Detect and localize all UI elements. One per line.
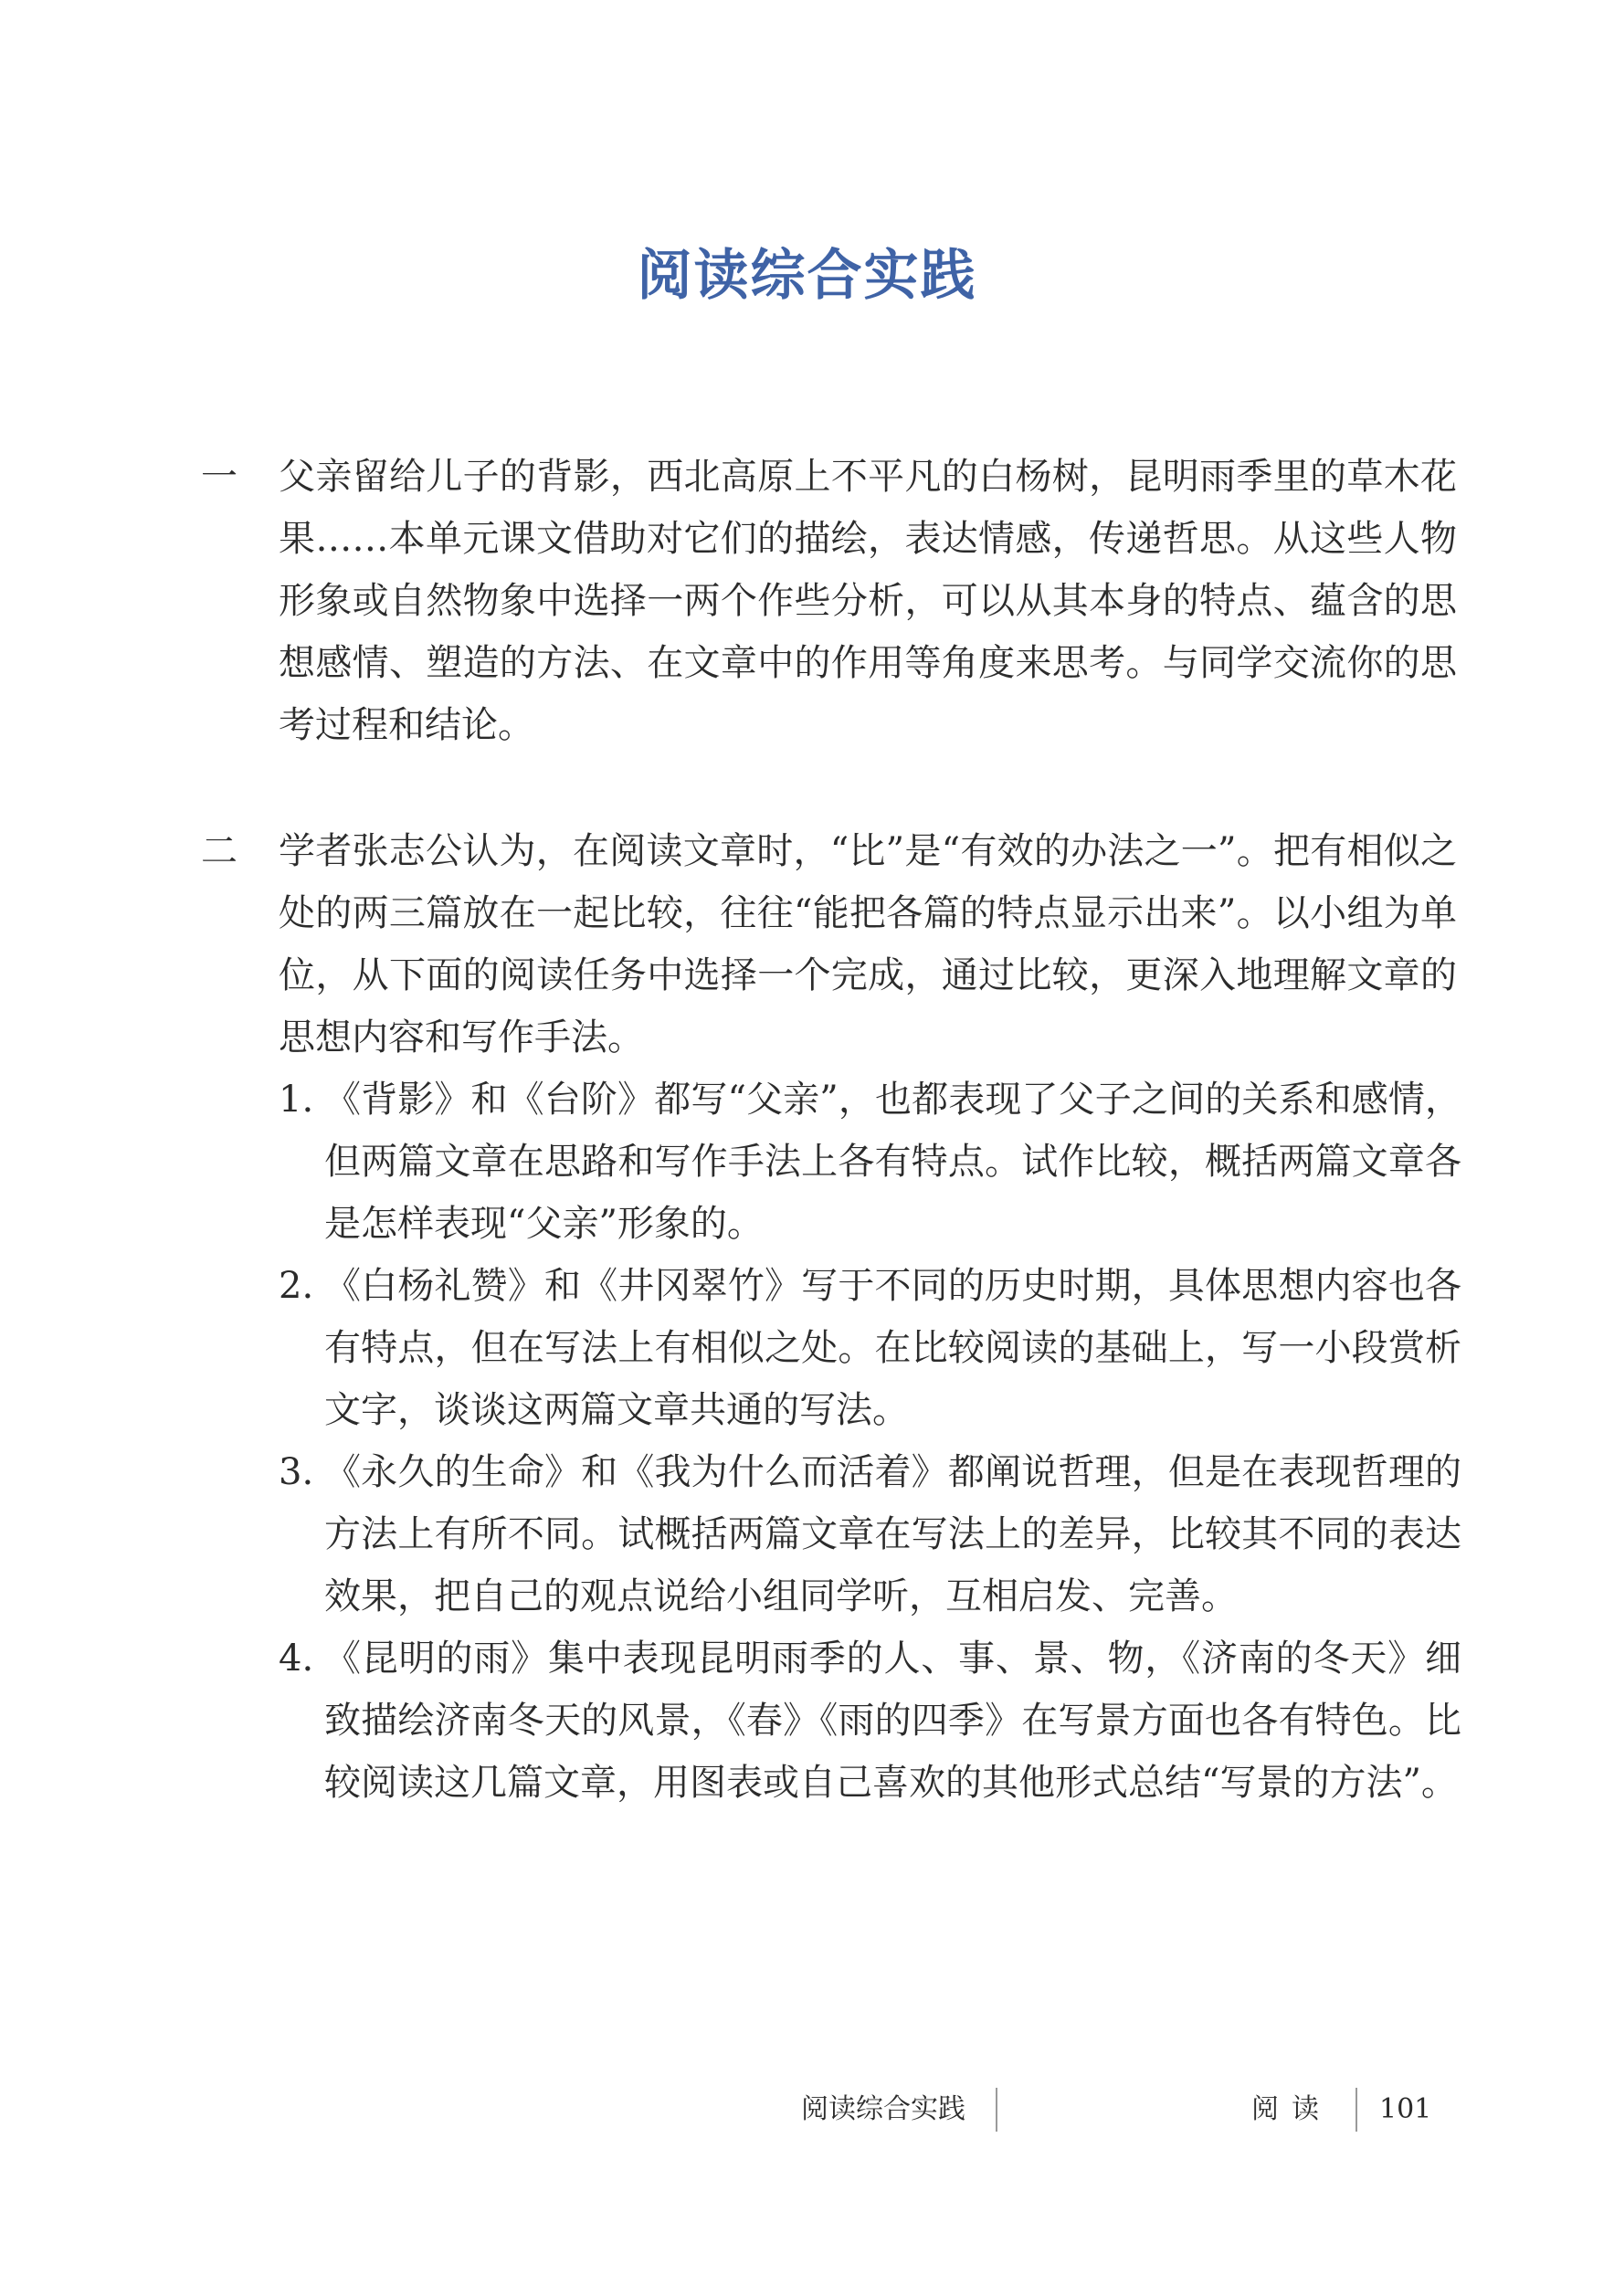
section-marker: 一 — [201, 456, 237, 498]
page-footer — [0, 2082, 1614, 2137]
footer-divider — [996, 2088, 997, 2132]
task-number: 3. — [279, 1451, 314, 1493]
footer-divider — [1356, 2088, 1357, 2132]
task-number: 2. — [279, 1265, 314, 1307]
section-text: 父亲留给儿子的背影，西北高原上不平凡的白杨树，昆明雨季里的草木花果……本单元课文借助对它们的描绘，表达情感，传递哲思。从这些人物形象或自然物象中选择一两个作些分析，可以从其本身的特点、蕴含的思想感情、塑造的方法、在文章中的作用等角度来思考。与同学交流你的思考过程和结论。 — [279, 456, 1457, 746]
task-number: 4. — [279, 1638, 314, 1680]
task-number: 1. — [279, 1079, 314, 1121]
task-text: 《昆明的雨》集中表现昆明雨季的人、事、景、物，《济南的冬天》细致描绘济南冬天的风景，《春》《雨的四季》在写景方面也各有特色。比较阅读这几篇文章，用图表或自己喜欢的其他形式总结“写景的方法”。 — [324, 1638, 1461, 1804]
task-text: 《背影》和《台阶》都写“父亲”，也都表现了父子之间的关系和感情，但两篇文章在思路和写作手法上各有特点。试作比较，概括两篇文章各是怎样表现“父亲”形象的。 — [324, 1079, 1461, 1245]
footer-chapter-title: 阅读综合实践 — [801, 2093, 965, 2125]
task-text: 《永久的生命》和《我为什么而活着》都阐说哲理，但是在表现哲理的方法上有所不同。试概括两篇文章在写法上的差异，比较其不同的表达效果，把自己的观点说给小组同学听，互相启发、完善。 — [324, 1451, 1461, 1617]
footer-unit-label: 阅读 — [1251, 2093, 1332, 2125]
section-marker: 二 — [201, 830, 237, 872]
page-title: 阅读综合实践 — [637, 244, 977, 308]
task-text: 《白杨礼赞》和《井冈翠竹》写于不同的历史时期，具体思想内容也各有特点，但在写法上有相似之处。在比较阅读的基础上，写一小段赏析文字，谈谈这两篇文章共通的写法。 — [324, 1265, 1461, 1431]
section-text: 学者张志公认为，在阅读文章时，“比”是“有效的办法之一”。把有相似之处的两三篇放在一起比较，往往“能把各篇的特点显示出来”。以小组为单位，从下面的阅读任务中选择一个完成，通过比较，更深入地理解文章的思想内容和写作手法。 — [279, 830, 1457, 1058]
page-number: 101 — [1379, 2093, 1432, 2125]
